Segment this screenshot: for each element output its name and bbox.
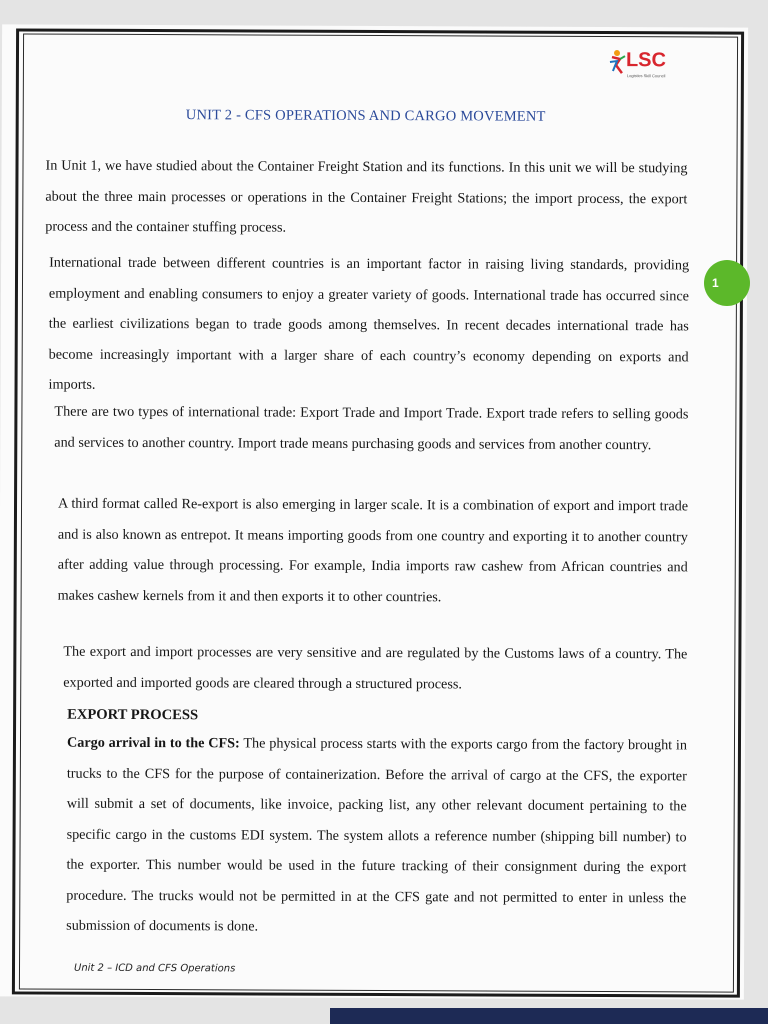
cargo-arrival-lead: Cargo arrival in to the CFS: (66, 734, 240, 752)
logo-text: LSC (625, 49, 667, 72)
paragraph-cargo-arrival (66, 728, 687, 944)
paragraph-intro: In Unit 1, we have studied about the Container Freight Station and its functions. In this unit we will be studying about the three main processes or operations in the Container Freight Stations; the import process, the export process and the container stuffing process. (45, 157, 688, 236)
lsc-logo (608, 47, 678, 93)
paragraph-trade-types: There are two types of international trade: Export Trade and Import Trade. Export trade refers to selling goods and services to another country. Import trade means purchasing goods and services from another country. (54, 403, 689, 453)
export-process-heading: EXPORT PROCESS (67, 706, 199, 724)
logo-tagline: Logistics Skill Council (626, 73, 666, 79)
page-number-badge: 1 (704, 260, 750, 306)
document-page (0, 24, 748, 999)
paragraph-customs: The export and import processes are very sensitive and are regulated by the Customs laws of a country. The exported and imported goods are cleared through a structured process. (63, 643, 688, 692)
unit-title: UNIT 2 - CFS OPERATIONS AND CARGO MOVEMENT (185, 107, 546, 125)
paragraph-re-export: A third format called Re-export is also emerging in larger scale. It is a combination of export and import trade and is also known as entrepot. It means importing goods from one country and exporting it to another country after adding value through processing. For example, India imports raw cashew from African countries and makes cashew kernels from it and then exports it to other countries. (57, 495, 689, 605)
bottom-color-strip (330, 1008, 768, 1024)
paragraph-international-trade: International trade between different countries is an important factor in raising living standards, providing employment and enabling consumers to enjoy a greater variety of goods. International trade has occurred since the earliest civilizations began to trade goods among themselves. In recent decades international trade has become increasingly important with a larger share of each country’s economy depending on exports and imports. (48, 254, 690, 393)
page-footer: Unit 2 – ICD and CFS Operations (73, 962, 236, 975)
cargo-arrival-text: The physical process starts with the exports cargo from the factory brought in trucks to the CFS for the purpose of containerization. Before the arrival of cargo at the CFS, the exporter will submit a set of documents, like invoice, packing list, any other relevant document pertaining to the specific cargo in the customs EDI system. The system allots a reference number (shipping bill number) to the exporter. This number would be used in the future tracking of their consignment during the export procedure. The trucks would not be permitted in at the CFS gate and not permitted to enter in unless the submission of documents is done. (66, 735, 688, 935)
